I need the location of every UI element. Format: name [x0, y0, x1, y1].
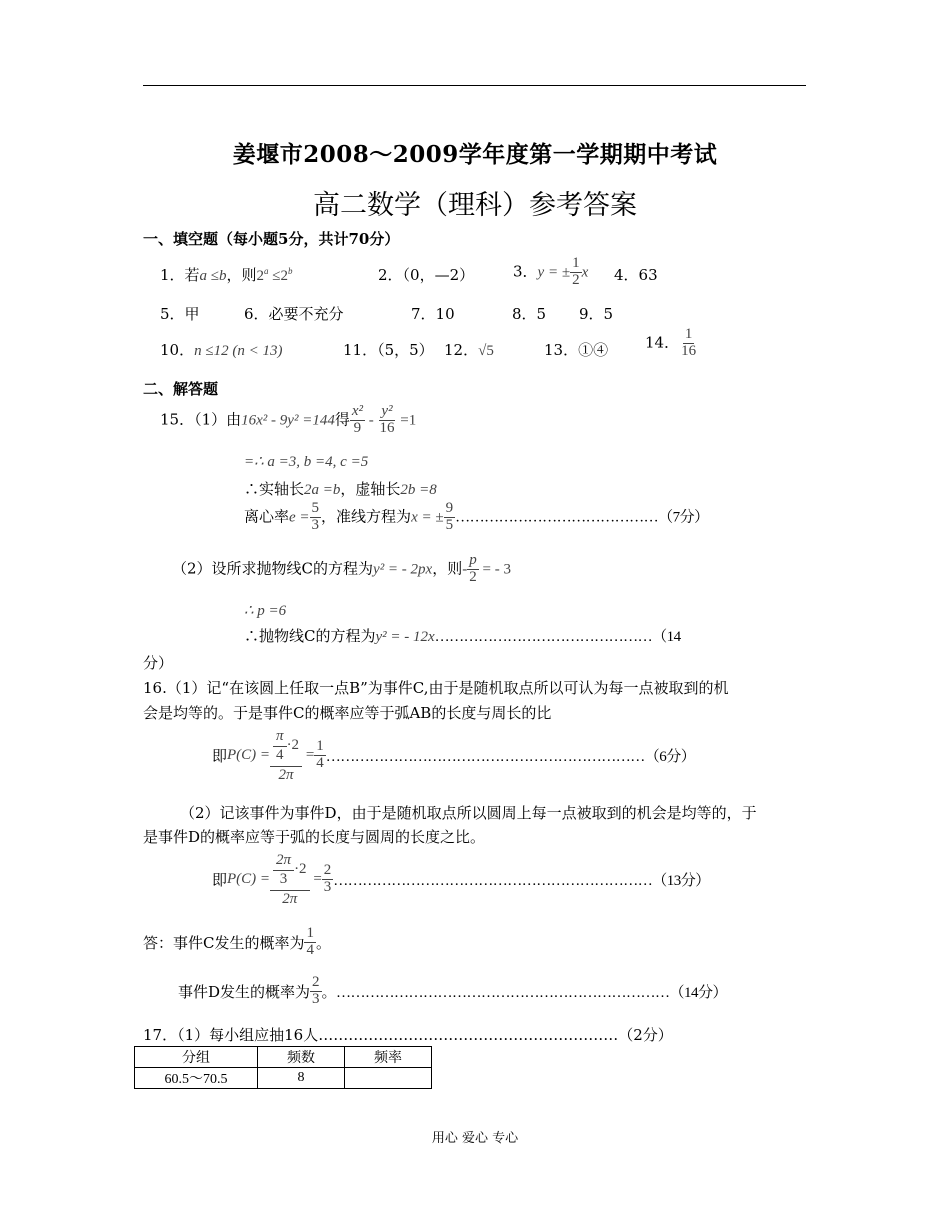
q16-answer-c: 答：事件C发生的概率为 $\frac{1}{4}$ 。	[143, 925, 331, 958]
answer-q8: 8．5	[512, 305, 547, 323]
answer-q7: 7．10	[411, 305, 455, 323]
header-rule	[143, 85, 806, 86]
answer-q9: 9．5	[579, 305, 614, 323]
answer-q11: 11．（5，5）	[343, 341, 434, 359]
answer-q2: 2．（0，—2）	[378, 266, 475, 284]
answer-q6: 6．必要不充分	[244, 305, 344, 323]
q15-line1: 15．（1）由16x² - 9y² =144得 $\frac{\text{x²}}{9}$ - $\frac{\text{y²}}{16}$ =1	[160, 403, 417, 436]
q15-line5: （2）设所求抛物线C的方程为y² = - 2px，则- $\frac{p}{2}$ = - 3	[172, 552, 511, 585]
table-header-cell: 频率	[345, 1047, 432, 1068]
q16-formula2: 即P(C) = $\frac{2\pi}{3}$ ·2 2π = $\frac{2}{3}$ …………………………………………………………（13分）	[212, 852, 710, 907]
answer-q4: 4．63	[614, 266, 658, 284]
fraction: $\frac{1}{2}$	[572, 255, 580, 288]
q15-line8: 分）	[143, 654, 174, 672]
q16-line4: 是事件D的概率应等于弧的长度与圆周的长度之比。	[143, 828, 486, 846]
q15-line7: ∴抛物线C的方程为y² = - 12x………………………………………（14	[244, 627, 681, 645]
table-cell: 60.5～70.5	[135, 1068, 258, 1089]
fraction: $\frac{1}{16}$	[681, 326, 697, 359]
q15-line3: ∴实轴长2a =b，虚轴长2b =8	[244, 480, 437, 498]
answer-key-title: 高二数学（理科）参考答案	[313, 190, 637, 221]
q15-line6: ∴ p =6	[244, 603, 287, 619]
answer-q14: 14． $\frac{1}{16}$	[645, 326, 697, 359]
table-header-cell: 分组	[135, 1047, 258, 1068]
answer-q5: 5．甲	[160, 305, 200, 323]
answer-q3: 3．y = ± $\frac{1}{2}$ x	[513, 255, 589, 288]
q16-line2: 会是均等的。于是事件C的概率应等于弧AB的长度与周长的比	[143, 704, 552, 722]
q16-formula1: 即P(C) = $\frac{\pi}{4}$ ·2 2π = $\frac{1}{4}$ …………………………………………………………（6分）	[212, 728, 696, 783]
exam-title: 姜堰市2008～2009学年度第一学期期中考试	[232, 141, 718, 168]
answer-q1: 1．若a ≤b，则$2^a \le 2^b$	[160, 266, 293, 284]
table-cell	[345, 1068, 432, 1089]
frequency-table	[134, 1046, 432, 1089]
table-cell: 8	[258, 1068, 345, 1089]
section-heading-fill-blank: 一、填空题（每小题5分，共计70分）	[143, 230, 400, 248]
table-row	[135, 1068, 432, 1089]
answer-q12: 12．√5	[444, 341, 494, 359]
table-header-cell: 频数	[258, 1047, 345, 1068]
q17-line1: 17．（1）每小组应抽16人……………………………………………………（2分）	[143, 1026, 673, 1044]
q16-line1: 16.（1）记“在该圆上任取一点B”为事件C,由于是随机取点所以可认为每一点被取到的机	[143, 679, 729, 697]
answer-q13: 13．①④	[544, 341, 609, 359]
answer-q10: 10．n ≤12 (n < 13)	[160, 341, 283, 359]
page-footer: 用心 爱心 专心	[431, 1131, 519, 1146]
q16-line3: （2）记该事件为事件D，由于是随机取点所以圆周上每一点被取到的机会是均等的，于	[180, 804, 757, 822]
q16-answer-d: 事件D发生的概率为 $\frac{2}{3}$ 。……………………………………………………………（14分）	[178, 974, 728, 1007]
table-header-row	[135, 1047, 432, 1068]
q15-line4: 离心率e = $\frac{5}{3}$ ，准线方程为x = ± $\frac{9}{5}$ ……………………………………（7分）	[244, 500, 709, 533]
section-heading-solutions: 二、解答题	[143, 380, 219, 398]
q15-line2: =∴ a =3, b =4, c =5	[244, 454, 369, 470]
